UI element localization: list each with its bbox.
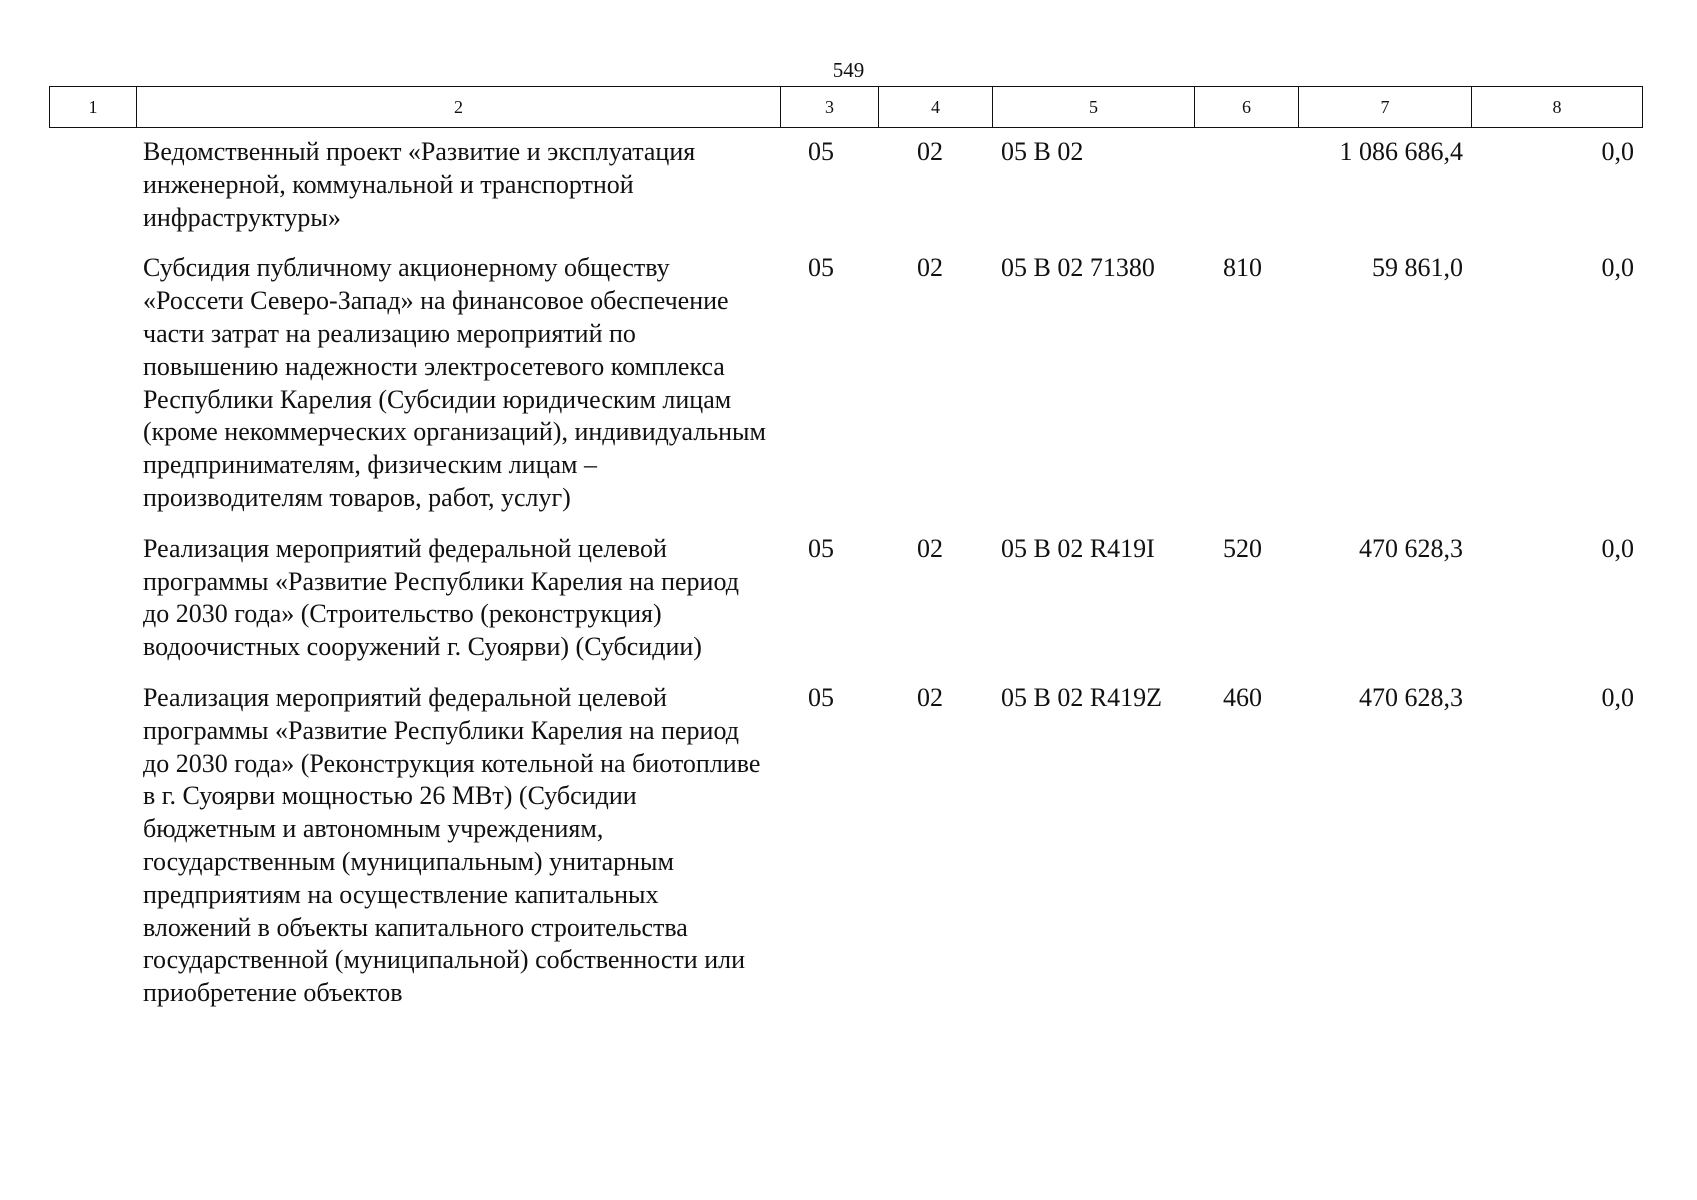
target-article-code: 05 В 02 R419Z	[1001, 682, 1163, 712]
subsection-code: 02	[917, 682, 943, 712]
page-number: 549	[832, 58, 865, 82]
target-article-code: 05 В 02	[1001, 137, 1084, 166]
secondary-amount-value: 0,0	[1601, 682, 1634, 712]
column-number-4: 4	[879, 87, 993, 128]
row-description: Реализация мероприятий федеральной целевой программы «Развитие Республики Карелия на период до 2030 года» (Реконструкция котельной на биотопливе в г. Суоярви мощностью 26 МВт) (Субсидии бюджетным и автономным учреждениям, государственным (муниципальным) унитарным предприятиям на осуществление капитальных вложений в объекты капитального строительства государственной (муниципальной) собственности или приобретение объектов	[143, 682, 761, 1008]
subsection-code: 02	[917, 253, 943, 283]
target-article-code: 05 В 02 R419I	[1001, 533, 1155, 563]
column-number-row	[50, 87, 1643, 128]
target-article-code: 05 В 02 71380	[1001, 253, 1155, 283]
table-row	[49, 533, 1642, 664]
table-row	[49, 136, 1642, 234]
amount-value: 59 861,0	[1372, 253, 1463, 283]
amount-value: 470 628,3	[1359, 533, 1463, 563]
secondary-amount-value: 0,0	[1601, 533, 1634, 563]
table-row	[49, 252, 1642, 514]
column-number-8: 8	[1472, 87, 1643, 128]
column-number-2: 2	[137, 87, 781, 128]
column-number-7: 7	[1299, 87, 1472, 128]
section-code: 05	[808, 137, 834, 166]
column-number-3: 3	[781, 87, 879, 128]
row-description: Ведомственный проект «Развитие и эксплуатация инженерной, коммунальной и транспортной инфраструктуры»	[143, 137, 696, 232]
column-number-1: 1	[50, 87, 137, 128]
subsection-code: 02	[917, 137, 943, 166]
amount-value: 470 628,3	[1359, 682, 1463, 712]
budget-rows	[49, 136, 1642, 1028]
section-code: 05	[808, 533, 834, 563]
column-number-5: 5	[993, 87, 1195, 128]
subsection-code: 02	[917, 533, 943, 563]
expense-type-code	[1194, 136, 1298, 234]
expense-type-code: 520	[1223, 533, 1262, 563]
expense-type-code: 460	[1223, 682, 1262, 712]
row-description: Субсидия публичному акционерному обществу «Россети Северо-Запад» на финансовое обеспечение части затрат на реализацию мероприятий по повышению надежности электросетевого комплекса Республики Карелия (Субсидии юридическим лицам (кроме некоммерческих организаций), индивидуальным предпринимателям, физическим лицам – производителям товаров, работ, услуг)	[143, 253, 766, 512]
table-row	[49, 682, 1642, 1010]
secondary-amount-value: 0,0	[1601, 137, 1634, 166]
amount-value: 1 086 686,4	[1339, 137, 1463, 166]
row-description: Реализация мероприятий федеральной целевой программы «Развитие Республики Карелия на период до 2030 года» (Строительство (реконструкция) водоочистных сооружений г. Суоярви) (Субсидии)	[143, 533, 739, 662]
expense-type-code: 810	[1223, 253, 1262, 283]
section-code: 05	[808, 253, 834, 283]
section-code: 05	[808, 682, 834, 712]
column-header-table	[49, 86, 1643, 128]
column-number-6: 6	[1195, 87, 1299, 128]
secondary-amount-value: 0,0	[1601, 253, 1634, 283]
